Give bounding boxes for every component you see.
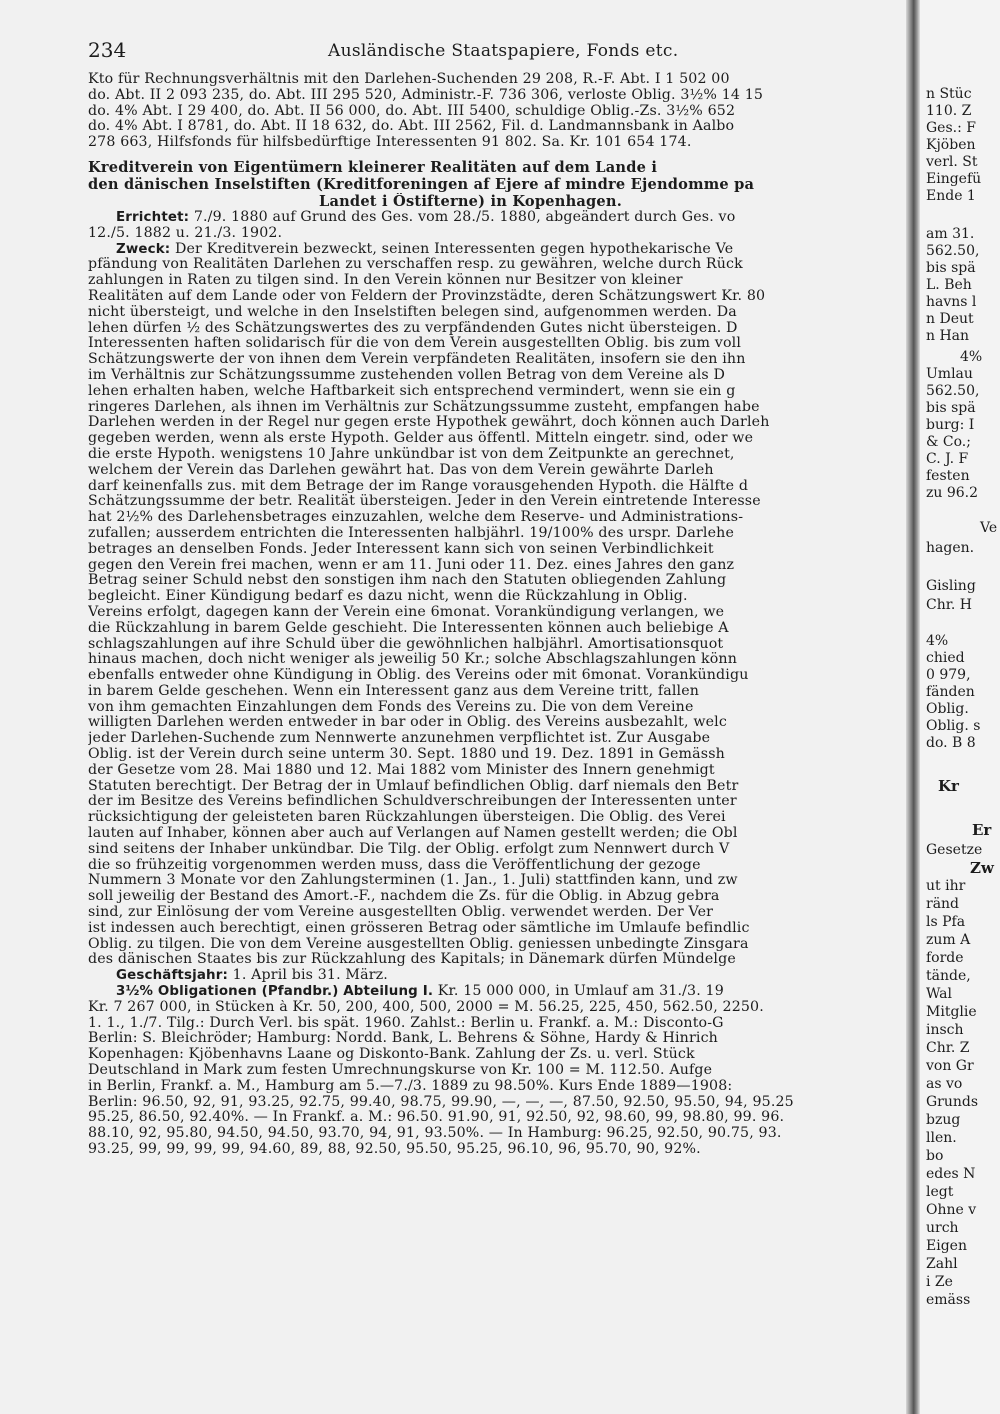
text-line: do. Abt. II 2 093 235, do. Abt. III 295 520, Administr.-F. 736 306, verloste Oblig. 3½% 14 15: [88, 87, 764, 103]
text-line: in barem Gelde geschehen. Wenn ein Interessent ganz aus dem Vereine tritt, fallen: [88, 683, 700, 699]
text-line: die so frühzeitig vorgenommen werden muss, dass die Veröffentlichung der gezoge: [88, 857, 701, 873]
fragment-line: bzug: [926, 1112, 961, 1128]
fragment-line: forde: [926, 950, 964, 966]
text-line: Kto für Rechnungsverhältnis mit den Darlehen-Suchenden 29 208, R.-F. Abt. I 1 502 00: [88, 72, 730, 87]
title-line: Landet i Östifterne) in Kopenhagen.: [318, 192, 623, 210]
text-line: betrages an denselben Fonds. Jeder Interessent kann sich von seinen Verbindlichkeit: [88, 541, 714, 557]
text-line: Deutschland in Mark zum festen Umrechnungskurse von Kr. 100 = M. 112.50. Aufge: [88, 1063, 713, 1079]
fragment-line: 110. Z: [926, 103, 972, 119]
fragment-line: am 31.: [926, 226, 975, 242]
fragment-line: fänden: [926, 684, 975, 700]
text-line: 88.10, 92, 95.80, 94.50, 94.50, 93.70, 94, 91, 93.50%. — In Hamburg: 96.25, 92.50, 90.75, 93.: [88, 1126, 782, 1142]
fragment-line: & Co.;: [926, 434, 971, 450]
text-line: der im Besitze des Vereins befindlichen Schuldverschreibungen der Interessenten unter: [88, 794, 737, 810]
title-line: Kreditverein von Eigentümern kleinerer Realitäten auf dem Lande i: [88, 158, 658, 176]
obligationen-paragraph: [88, 984, 908, 1158]
fragment-line: Er: [972, 821, 992, 839]
fragment-line: edes N: [926, 1166, 976, 1182]
text-line: der Gesetze vom 28. Mai 1880 und 12. Mai 1882 vom Minister des Innern genehmigt: [88, 762, 715, 778]
fragment-line: tände,: [926, 968, 971, 984]
fragment-line: bis spä: [926, 260, 976, 276]
fragment-line: 4%: [960, 349, 983, 365]
page-number: 234: [88, 38, 127, 62]
text-line: Berlin: S. Bleichröder; Hamburg: Nordd. Bank, L. Behrens & Söhne, Hardy & Hinrich: [88, 1031, 718, 1047]
errichtet-paragraph: [88, 210, 908, 242]
section-title: [88, 159, 908, 210]
fragment-line: Ohne v: [926, 1202, 977, 1218]
text-line: 95.25, 86.50, 92.40%. — In Frankf. a. M.: 96.50. 91.90, 91, 92.50, 92, 98.60, 99, 98.80, 99. 96.: [88, 1110, 785, 1126]
text-line: Betrag seiner Schuld nebst den sonstigen ihm nach den Statuten obliegenden Zahlung: [88, 573, 727, 589]
fragment-line: chied: [926, 650, 965, 666]
fragment-line: legt: [926, 1184, 954, 1200]
text-line: soll jeweilig der Bestand des Amort.-F., nachdem die Zs. für die Oblig. in Abzug gebra: [88, 889, 720, 905]
text-line: von ihm gemachten Einzahlungen dem Fonds des Vereins zu. Die von dem Vereine: [88, 699, 694, 715]
text-line: hinaus machen, doch nicht weniger als jeweilig 50 Kr.; solche Abschlagszahlungen könn: [88, 652, 737, 668]
fragment-line: Mitglie: [926, 1004, 977, 1020]
fragment-line: ränd: [926, 896, 960, 912]
fragment-line: i Ze: [926, 1274, 953, 1290]
fragment-line: L. Beh: [926, 277, 972, 293]
text-line: sind, zur Einlösung der vom Vereine ausgestellten Oblig. verwendet werden. Der Ver: [88, 905, 714, 921]
title-line: den dänischen Inselstiften (Kreditforeningen af Ejere af mindre Ejendomme pa: [88, 175, 755, 193]
text-line: die erste Hypoth. wenigstens 10 Jahre unkündbar ist von dem Zeitpunkte an gerechnet,: [88, 446, 735, 462]
fragment-line: ut ihr: [926, 878, 966, 894]
text-line: Vereins erfolgt, dagegen kann der Verein eine 6monat. Vorankündigung verlangen, we: [88, 604, 725, 620]
right-page-fragment: [920, 0, 1000, 1414]
text-line: Errichtet: 7./9. 1880 auf Grund des Ges. vom 28./5. 1880, abgeändert durch Ges. vo: [116, 209, 736, 225]
text-line: in Berlin, Frankf. a. M., Hamburg am 5.—7./3. 1889 zu 98.50%. Kurs Ende 1889—1908:: [88, 1078, 733, 1094]
text-line: lehen dürfen ½ des Schätzungswertes des zu verpfändenden Gutes nicht übersteigen. D: [88, 320, 738, 336]
fragment-line: Kjöben: [926, 137, 976, 153]
text-line: hat 2½% des Darlehensbetrages einzuzahlen, welche dem Reserve- und Administrations-: [88, 510, 744, 526]
fragment-line: 0 979,: [926, 667, 971, 683]
text-line: Nummern 3 Monate vor den Zahlungsterminen (1. Jan., 1. Juli) stattfinden kann, und zw: [88, 873, 738, 889]
fragment-line: Chr. H: [926, 597, 972, 613]
text-line: pfändung von Realitäten Darlehen zu verschaffen resp. zu gewähren, welche durch Rück: [88, 257, 743, 273]
fragment-line: n Stüc: [926, 86, 972, 102]
text-line: des dänischen Staates bis zur Rückzahlung des Kapitals; in Dänemark dürfen Mündelge: [88, 952, 736, 968]
text-line: willigten Darlehen werden entweder in bar oder in Oblig. des Vereins ausbezahlt, welc: [88, 715, 727, 731]
text-line: Geschäftsjahr: 1. April bis 31. März.: [116, 968, 388, 984]
text-line: gegeben werden, wenn als erste Hypoth. Gelder aus öffentl. Mitteln eingetr. sind, oder we: [88, 431, 754, 447]
fragment-line: Wal: [926, 986, 952, 1002]
fragment-line: bo: [926, 1148, 944, 1164]
article-body: [88, 72, 908, 1158]
page-header: [88, 38, 908, 62]
fragment-line: n Deut: [926, 311, 974, 327]
zweck-paragraph: [88, 242, 908, 969]
text-line: sind seitens der Inhaber unkündbar. Die Tilg. der Oblig. erfolgt zum Nennwert durch V: [88, 841, 730, 857]
fragment-line: Gesetze: [926, 842, 983, 858]
fragment-line: zu 96.2: [926, 485, 979, 501]
text-line: Schätzungswerte der von ihnen dem Verein verpfändeten Realitäten, insofern sie den ihn: [88, 352, 746, 368]
fragment-line: Ve: [980, 520, 998, 536]
fragment-line: Chr. Z: [926, 1040, 970, 1056]
fragment-line: havns l: [926, 294, 977, 310]
fragment-line: urch: [926, 1220, 959, 1236]
fragment-line: n Han: [926, 328, 970, 344]
geschaeftsjahr-paragraph: [88, 968, 908, 984]
fragment-line: Eigen: [926, 1238, 967, 1254]
text-line: Interessenten haften solidarisch für die von dem Verein ausgestellten Oblig. bis zum voll: [88, 336, 742, 352]
fragment-line: ls Pfa: [926, 914, 966, 930]
fragment-line: Gisling: [926, 578, 976, 594]
zweck-label: Zweck:: [116, 241, 171, 257]
text-line: nicht übersteigt, und welche in den Inselstiften belegen sind, aufgenommen werden. Da: [88, 304, 737, 320]
fragment-heading: Kr: [938, 777, 959, 795]
text-line: Berlin: 96.50, 92, 91, 93.25, 92.75, 99.40, 98.75, 99.90, —, —, —, 87.50, 92.50, 95.50, 94, 95.25: [88, 1094, 794, 1110]
text-line: 3½% Obligationen (Pfandbr.) Abteilung I. Kr. 15 000 000, in Umlauf am 31./3. 19: [116, 984, 724, 1000]
fragment-line: Eingefü: [926, 171, 982, 187]
text-line: jeder Darlehen-Suchende zum Nennwerte anzunehmen verpflichtet ist. Zur Ausgabe: [88, 731, 711, 747]
text-line: begleicht. Einer Kündigung bedarf es dazu nicht, wenn die Rückzahlung in Oblig.: [88, 589, 688, 605]
text-line: zahlungen in Raten zu tilgen sind. In den Verein können nur Besitzer von kleiner: [88, 273, 683, 289]
fragment-line: zum A: [926, 932, 971, 948]
errichtet-label: Errichtet:: [116, 209, 190, 225]
fragment-line: 562.50,: [926, 383, 980, 399]
fragment-line: Umlau: [926, 366, 973, 382]
text-line: do. 4% Abt. I 8781, do. Abt. II 18 632, do. Abt. III 2562, Fil. d. Landmannsbank in Aalbo: [88, 119, 735, 135]
fragment-line: Zahl: [926, 1256, 958, 1272]
text-line: darf keinenfalls zus. mit dem Betrage der im Range vorausgehenden Hypoth. die Hälfte d: [88, 478, 749, 494]
text-line: Statuten berechtigt. Der Betrag der in Umlauf befindlichen Oblig. darf niemals den Betr: [88, 778, 739, 794]
fragment-line: insch: [926, 1022, 964, 1038]
book-gutter: [906, 0, 920, 1414]
text-line: gegen den Verein frei machen, wenn er am 11. Juni oder 11. Dez. eines Jahres den ganz: [88, 557, 735, 573]
fragment-line: Oblig. s: [926, 718, 981, 734]
text-line: 1. 1., 1./7. Tilg.: Durch Verl. bis spät. 1960. Zahlst.: Berlin u. Frankf. a. M.: Disconto-G: [88, 1015, 724, 1031]
text-line: ist indessen auch berechtigt, einen grösseren Betrag oder sämtliche im Umlaufe befindlic: [88, 920, 750, 936]
fragment-line: 562.50,: [926, 243, 980, 259]
fragment-line: llen.: [926, 1130, 957, 1146]
fragment-line: do. B 8: [926, 735, 976, 751]
fragment-line: Ende 1: [926, 188, 976, 204]
text-line: lauten auf Inhaber, können aber auch auf Verlangen auf Namen gestellt werden; die Obl: [88, 826, 738, 842]
fragment-line: burg: I: [926, 417, 975, 433]
text-line: Darlehen werden in der Regel nur gegen erste Hypothek gewährt, doch können auch Darleh: [88, 415, 770, 431]
fragment-line: 4%: [926, 633, 949, 649]
fragment-line: von Gr: [926, 1058, 974, 1074]
fragment-line: festen: [926, 468, 970, 484]
text-line: do. 4% Abt. I 29 400, do. Abt. II 56 000, do. Abt. III 5400, schuldige Oblig.-Zs. 3½% 652: [88, 103, 736, 119]
text-line: Kr. 7 267 000, in Stücken à Kr. 50, 200, 400, 500, 2000 = M. 56.25, 225, 450, 562.50, 2250.: [88, 999, 764, 1015]
text-line: zufallen; ausserdem entrichten die Interessenten halbjährl. 19/100% des urspr. Darlehe: [88, 525, 734, 541]
obligationen-label: 3½% Obligationen (Pfandbr.) Abteilung I.: [116, 984, 434, 1000]
text-line: Realitäten auf dem Lande oder von Feldern der Provinzstädte, deren Schätzungswert Kr. 80: [88, 288, 766, 304]
fragment-line: Zw: [970, 859, 994, 877]
fragment-line: hagen.: [926, 540, 975, 556]
text-line: Zweck: Der Kreditverein bezweckt, seinen Interessenten gegen hypothekarische Ve: [116, 241, 734, 257]
text-line: ebenfalls entweder ohne Kündigung in Oblig. des Vereins oder mit 6monat. Vorankündigu: [88, 668, 749, 684]
text-line: welchem der Verein das Darlehen gewährt hat. Das von dem Verein gewährte Darleh: [88, 462, 714, 478]
geschaeftsjahr-label: Geschäftsjahr:: [116, 968, 228, 984]
running-title: Ausländische Staatspapiere, Fonds etc.: [328, 41, 679, 61]
fragment-line: Ges.: F: [926, 120, 976, 136]
balance-summary: [88, 72, 908, 151]
text-line: die Rückzahlung in barem Gelde geschieht. Die Interessenten können auch beliebige A: [88, 620, 729, 636]
text-line: 12./5. 1882 u. 21./3. 1902.: [88, 225, 283, 241]
fragment-line: verl. St: [926, 154, 978, 170]
text-line: 93.25, 99, 99, 99, 99, 94.60, 89, 88, 92.50, 95.50, 95.25, 96.10, 96, 95.70, 90, 92%.: [88, 1142, 701, 1157]
fragment-line: Grunds: [926, 1094, 979, 1110]
fragment-line: bis spä: [926, 400, 976, 416]
fragment-line: C. J. F: [926, 451, 969, 467]
text-line: im Verhältnis zur Schätzungssumme zustehenden vollen Betrag von dem Vereine als D: [88, 367, 725, 383]
text-line: Kopenhagen: Kjöbenhavns Laane og Diskonto-Bank. Zahlung der Zs. u. verl. Stück: [88, 1047, 695, 1063]
fragment-line: Oblig.: [926, 701, 969, 717]
fragment-line: as vo: [926, 1076, 963, 1092]
text-line: Schätzungssumme der betr. Realität übersteigen. Jeder in den Verein eintretende Interesse: [88, 494, 761, 510]
text-line: ringeres Darlehen, als ihnen im Verhältnis zur Schätzungssumme zusteht, empfangen habe: [88, 399, 760, 415]
text-line: Oblig. ist der Verein durch seine unterm 30. Sept. 1880 und 19. Dez. 1891 in Gemässh: [88, 747, 725, 763]
text-line: schlagszahlungen auf ihre Schuld über die gewöhnlichen halbjährl. Amortisationsquot: [88, 636, 724, 652]
text-line: 278 663, Hilfsfonds für hilfsbedürftige Interessenten 91 802. Sa. Kr. 101 654 174.: [88, 135, 692, 151]
text-line: rücksichtigung der geleisteten baren Rückzahlungen übersteigen. Die Oblig. des Verei: [88, 810, 726, 826]
text-line: lehen erhalten haben, welche Haftbarkeit sich entsprechend vermindert, wenn sie ein g: [88, 383, 736, 399]
fragment-line: emäss: [926, 1292, 971, 1308]
text-line: Oblig. zu tilgen. Die von dem Vereine ausgestellten Oblig. geniessen unbedingte Zinsgara: [88, 936, 749, 952]
